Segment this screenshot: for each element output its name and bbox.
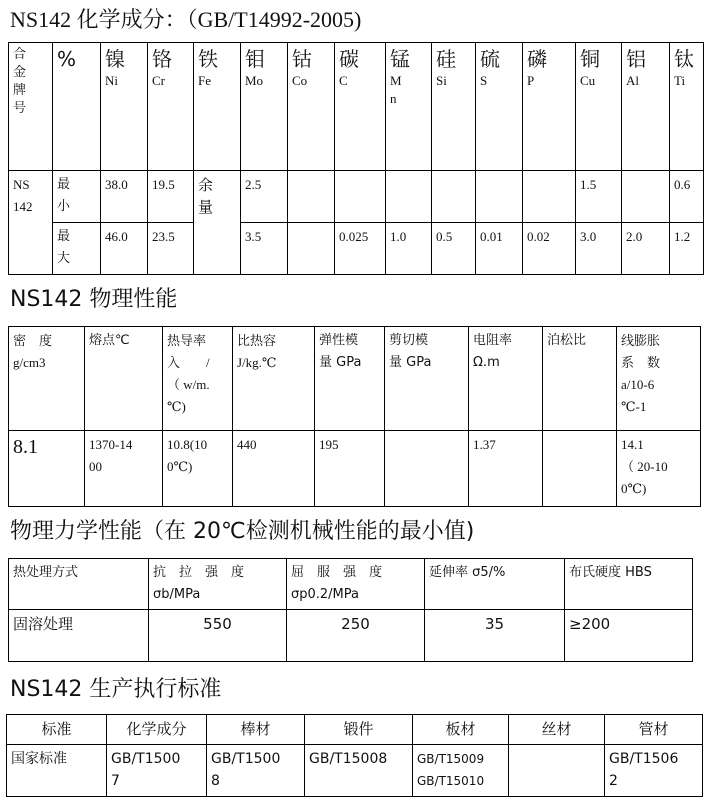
min-cu: 1.5 bbox=[576, 171, 622, 223]
element-cn: 铝 bbox=[626, 47, 646, 71]
poisson-header: 泊松比 bbox=[543, 327, 617, 431]
tensile-header: 抗 拉 强 度 σb/MPa bbox=[149, 559, 287, 610]
percent-header: % bbox=[53, 43, 101, 171]
max-si: 0.5 bbox=[432, 223, 476, 275]
std-chem-value: GB/T1500 7 bbox=[107, 745, 207, 797]
std-header-tube: 管材 bbox=[605, 715, 703, 745]
max-cr: 23.5 bbox=[148, 223, 194, 275]
min-mn bbox=[386, 171, 432, 223]
min-ni: 38.0 bbox=[101, 171, 148, 223]
yield-value: 250 bbox=[287, 610, 425, 662]
thermal-header: 热导率 入 / （ w/m. ℃) bbox=[163, 327, 233, 431]
element-cn: 碳 bbox=[339, 47, 359, 71]
element-symbol: S bbox=[480, 73, 488, 88]
element-cu-header bbox=[576, 43, 622, 171]
element-symbol: Al bbox=[626, 73, 639, 88]
min-si bbox=[432, 171, 476, 223]
element-symbol: Si bbox=[436, 73, 447, 88]
max-ni: 46.0 bbox=[101, 223, 148, 275]
fe-balance: 余 量 bbox=[194, 171, 241, 275]
resistivity-header: 电阻率 Ω.m bbox=[469, 327, 543, 431]
min-ti: 0.6 bbox=[670, 171, 704, 223]
min-cr: 19.5 bbox=[148, 171, 194, 223]
max-co bbox=[288, 223, 335, 275]
element-mo-header bbox=[241, 43, 288, 171]
element-cn: 镍 bbox=[105, 47, 125, 71]
element-fe-header bbox=[194, 43, 241, 171]
std-header-standard: 标准 bbox=[7, 715, 107, 745]
treatment-header: 热处理方式 bbox=[9, 559, 149, 610]
element-cn: 磷 bbox=[527, 47, 547, 71]
std-header-chem: 化学成分 bbox=[107, 715, 207, 745]
element-symbol: Mo bbox=[245, 73, 264, 88]
element-cn: 锰 bbox=[390, 47, 410, 71]
min-p bbox=[523, 171, 576, 223]
min-label: 最 小 bbox=[53, 171, 101, 223]
element-cn: 钼 bbox=[245, 47, 265, 71]
elastic-header: 弹性模 量 GPa bbox=[315, 327, 385, 431]
std-plate-value: GB/T15009 GB/T15010 bbox=[413, 745, 509, 797]
elastic-value: 195 bbox=[315, 431, 385, 507]
element-symbol: C bbox=[339, 73, 348, 88]
max-mn: 1.0 bbox=[386, 223, 432, 275]
max-p: 0.02 bbox=[523, 223, 576, 275]
min-c bbox=[335, 171, 386, 223]
element-symbol: Ni bbox=[105, 73, 118, 88]
phys-title: NS142 物理性能 bbox=[10, 287, 178, 312]
grade-header: 合 金 牌 号 bbox=[9, 43, 53, 171]
mech-header-row bbox=[9, 559, 693, 610]
element-cn: 钛 bbox=[674, 47, 694, 71]
thermal-value: 10.8(10 0℃) bbox=[163, 431, 233, 507]
chem-title: NS142 化学成分：（GB/T14992-2005) bbox=[10, 7, 362, 32]
melting-value: 1370-14 00 bbox=[85, 431, 163, 507]
max-al: 2.0 bbox=[622, 223, 670, 275]
expansion-value: 14.1 （ 20-10 0℃) bbox=[617, 431, 701, 507]
mech-title: 物理力学性能（在 20℃检测机械性能的最小值) bbox=[10, 519, 475, 544]
chem-header-row bbox=[9, 43, 704, 171]
specific-heat-header: 比热容 J/kg.℃ bbox=[233, 327, 315, 431]
max-ti: 1.2 bbox=[670, 223, 704, 275]
max-label: 最 大 bbox=[53, 223, 101, 275]
element-cn: 铬 bbox=[152, 47, 172, 71]
std-table bbox=[6, 714, 703, 797]
chem-min-row bbox=[9, 171, 704, 223]
element-ni-header bbox=[101, 43, 148, 171]
shear-header: 剪切模 量 GPa bbox=[385, 327, 469, 431]
std-header-plate: 板材 bbox=[413, 715, 509, 745]
yield-header: 屈 服 强 度 σp0.2/MPa bbox=[287, 559, 425, 610]
element-symbol: Cu bbox=[580, 73, 596, 88]
elongation-value: 35 bbox=[425, 610, 565, 662]
specific-heat-value: 440 bbox=[233, 431, 315, 507]
element-symbol: Cr bbox=[152, 73, 165, 88]
min-s bbox=[476, 171, 523, 223]
std-bar-value: GB/T1500 8 bbox=[207, 745, 305, 797]
element-cn: 硫 bbox=[480, 47, 500, 71]
melting-header: 熔点℃ bbox=[85, 327, 163, 431]
phys-header-row bbox=[9, 327, 701, 431]
std-header-forging: 锻件 bbox=[305, 715, 413, 745]
mech-value-row bbox=[9, 610, 693, 662]
element-symbol: Ti bbox=[674, 73, 686, 88]
element-symbol: Co bbox=[292, 73, 308, 88]
element-ti-header bbox=[670, 43, 704, 171]
tensile-value: 550 bbox=[149, 610, 287, 662]
element-symbol: M n bbox=[390, 73, 402, 106]
std-header-row bbox=[7, 715, 703, 745]
chem-table bbox=[8, 42, 704, 275]
mech-table bbox=[8, 558, 693, 662]
element-cr-header bbox=[148, 43, 194, 171]
element-p-header bbox=[523, 43, 576, 171]
shear-value bbox=[385, 431, 469, 507]
std-value-row bbox=[7, 745, 703, 797]
resistivity-value: 1.37 bbox=[469, 431, 543, 507]
chem-max-row bbox=[9, 223, 704, 275]
elongation-header: 延伸率 σ5/% bbox=[425, 559, 565, 610]
element-c-header bbox=[335, 43, 386, 171]
element-cn: 铁 bbox=[198, 47, 218, 71]
grade-cell: NS 142 bbox=[9, 171, 53, 275]
density-header: 密 度 g/cm3 bbox=[9, 327, 85, 431]
std-national: 国家标准 bbox=[7, 745, 107, 797]
element-mn-header bbox=[386, 43, 432, 171]
density-value: 8.1 bbox=[9, 431, 85, 507]
element-symbol: P bbox=[527, 73, 535, 88]
element-cn: 铜 bbox=[580, 47, 600, 71]
std-forging-value: GB/T15008 bbox=[305, 745, 413, 797]
std-wire-value bbox=[509, 745, 605, 797]
element-al-header bbox=[622, 43, 670, 171]
max-c: 0.025 bbox=[335, 223, 386, 275]
element-s-header bbox=[476, 43, 523, 171]
std-header-bar: 棒材 bbox=[207, 715, 305, 745]
hardness-value: ≥200 bbox=[565, 610, 693, 662]
std-tube-value: GB/T1506 2 bbox=[605, 745, 703, 797]
poisson-value bbox=[543, 431, 617, 507]
element-si-header bbox=[432, 43, 476, 171]
std-header-wire: 丝材 bbox=[509, 715, 605, 745]
max-mo: 3.5 bbox=[241, 223, 288, 275]
element-cn: 硅 bbox=[436, 47, 456, 71]
hardness-header: 布氏硬度 HBS bbox=[565, 559, 693, 610]
element-cn: 钴 bbox=[292, 47, 312, 71]
min-al bbox=[622, 171, 670, 223]
phys-table bbox=[8, 326, 701, 507]
phys-value-row bbox=[9, 431, 701, 507]
min-co bbox=[288, 171, 335, 223]
std-title: NS142 生产执行标准 bbox=[10, 677, 222, 702]
max-s: 0.01 bbox=[476, 223, 523, 275]
min-mo: 2.5 bbox=[241, 171, 288, 223]
expansion-header: 线膨胀 系 数 a/10-6 ℃-1 bbox=[617, 327, 701, 431]
element-co-header bbox=[288, 43, 335, 171]
element-symbol: Fe bbox=[198, 73, 211, 88]
treatment-value: 固溶处理 bbox=[9, 610, 149, 662]
max-cu: 3.0 bbox=[576, 223, 622, 275]
